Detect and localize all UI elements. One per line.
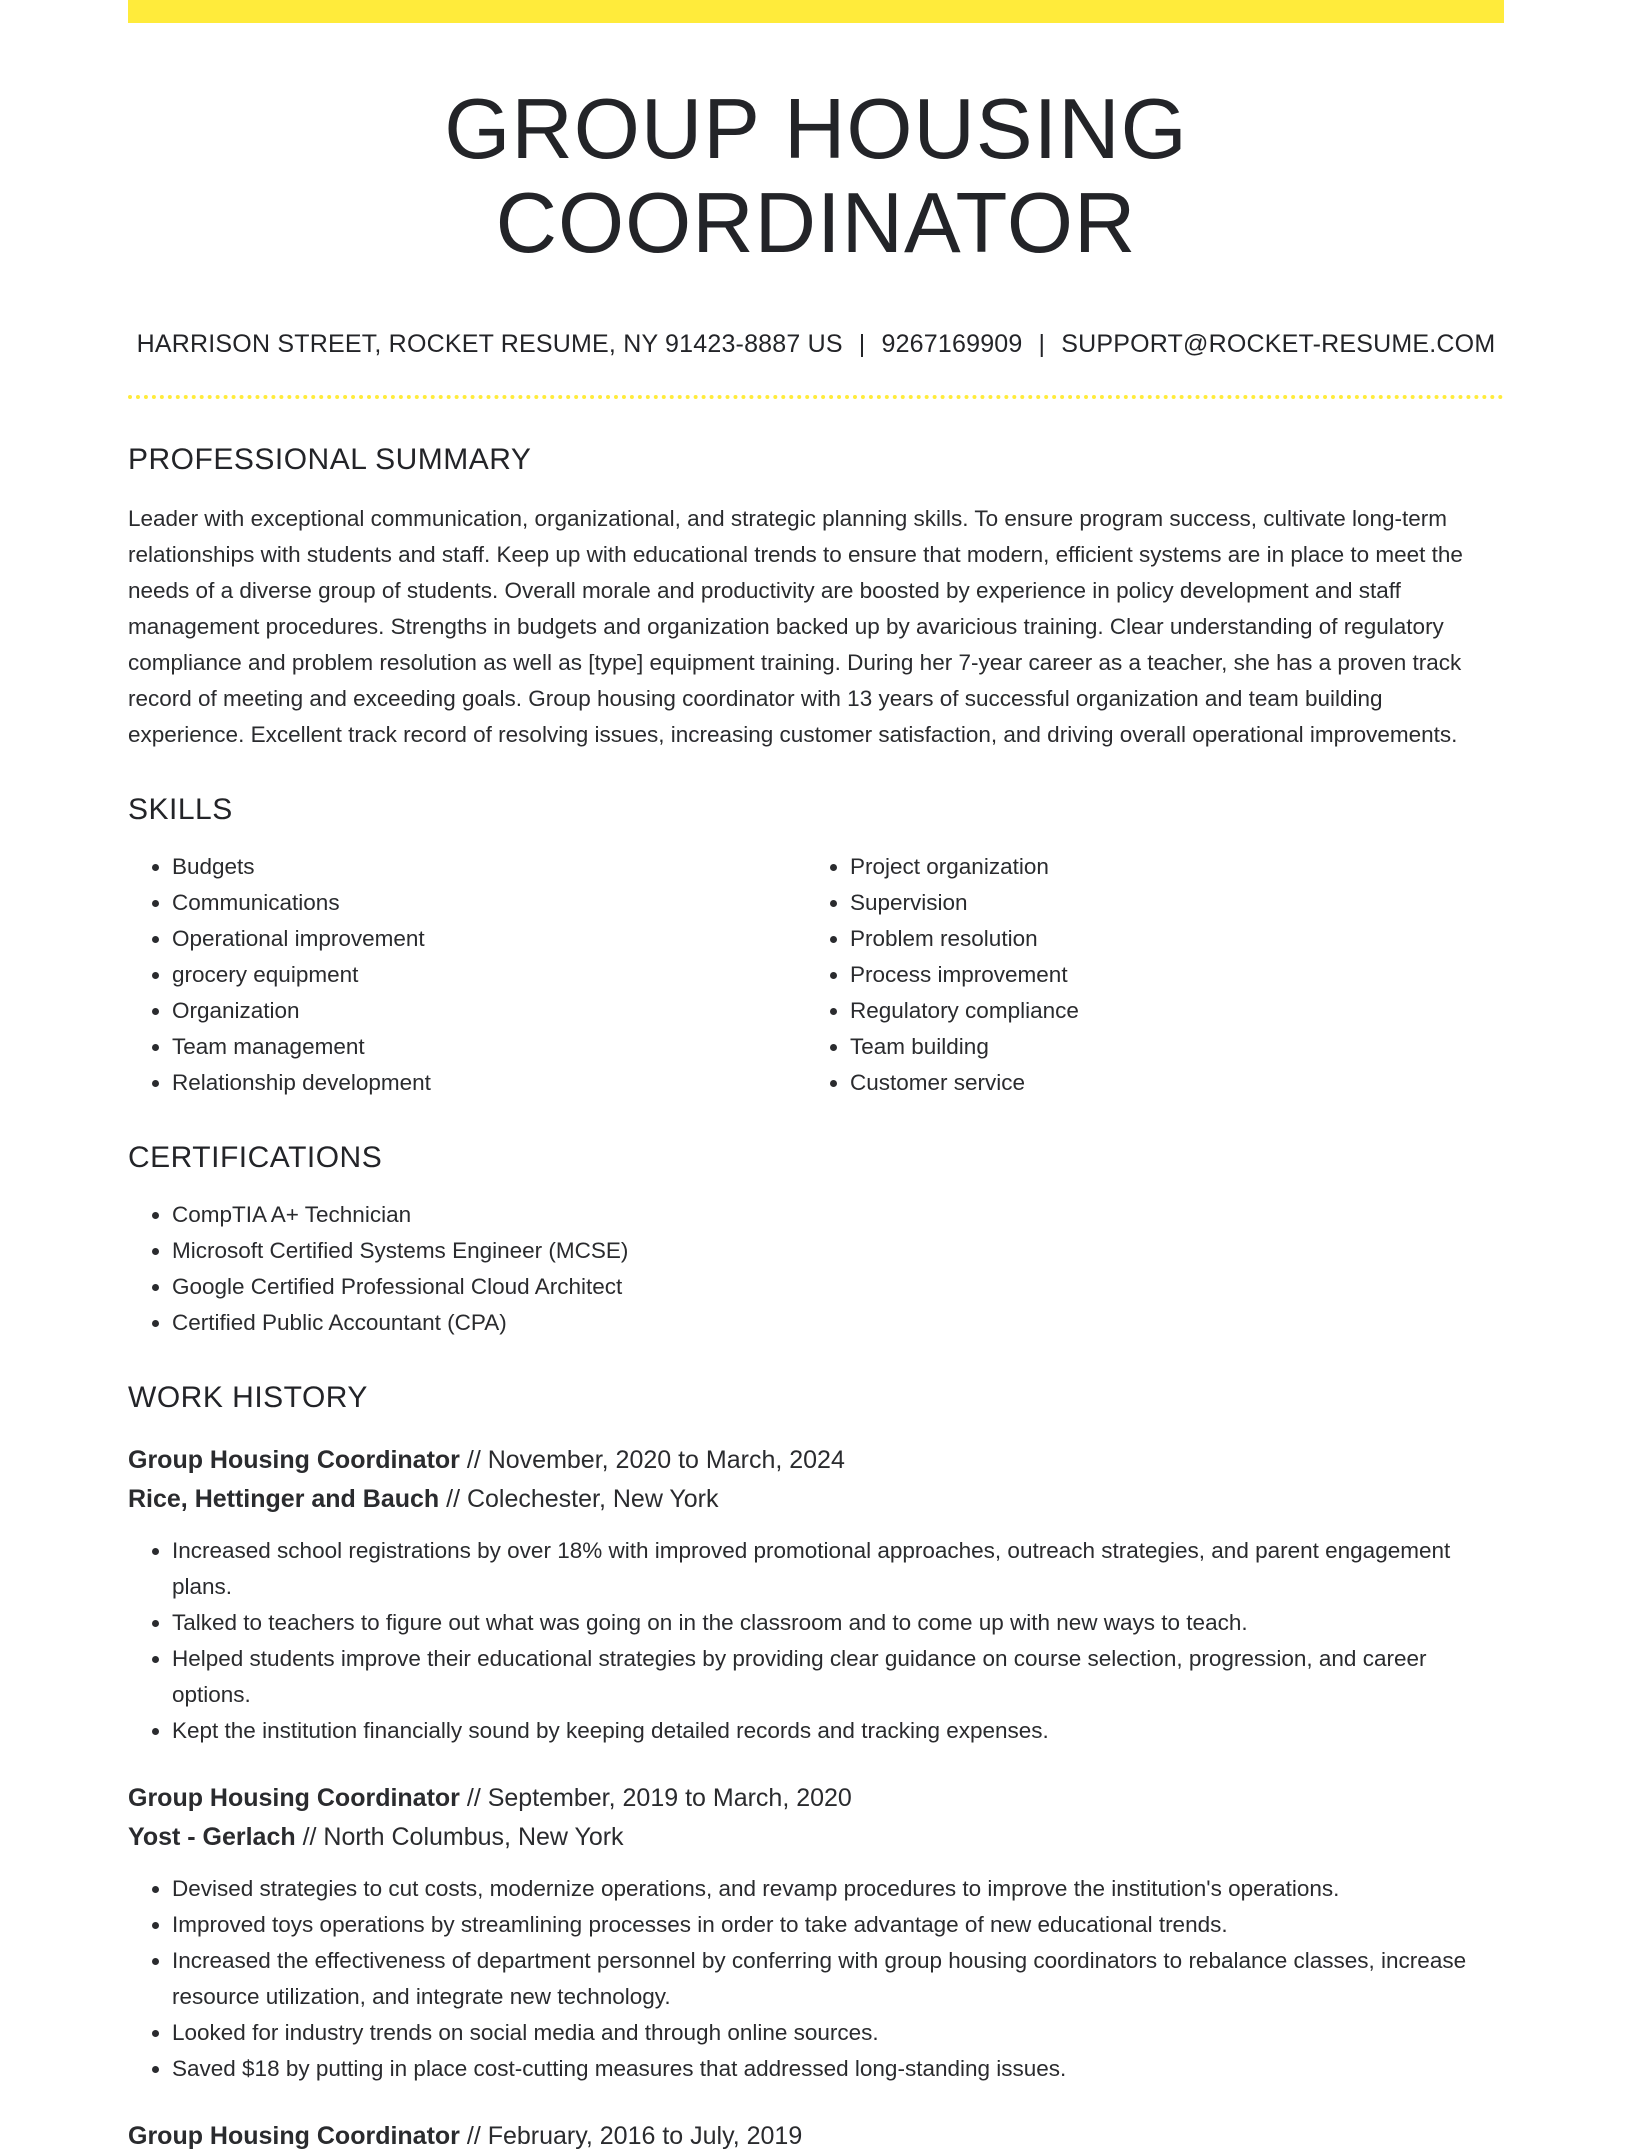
contact-phone: 9267169909 xyxy=(881,330,1023,358)
skill-item: • Supervision xyxy=(850,885,1484,921)
summary-paragraph: Leader with exceptional communication, organizational, and strategic planning skills. To ensure program success, cultivate long-term relationships with students and staff. Keep up with educational trends to ensure that modern, efficient systems are in place to meet the needs of a diverse group of students. Overall morale and productivity are boosted by experience in policy development and staff management procedures. Strengths in budgets and organization backed up by avaricious training. Clear understanding of regulatory compliance and problem resolution as well as [type] equipment training. During her 7-year career as a teacher, she has a proven track record of meeting and exceeding goals. Group housing coordinator with 13 years of successful organization and team building experience. Excellent track record of resolving issues, increasing customer satisfaction, and driving overall operational improvements. xyxy=(128,506,1463,747)
certification-item: • Certified Public Accountant (CPA) xyxy=(172,1305,1504,1341)
skill-item: • Regulatory compliance xyxy=(850,993,1484,1029)
skills-list-left xyxy=(128,849,806,1101)
job-bullet: • Talked to teachers to figure out what was going on in the classroom and to come up with new ways to teach. xyxy=(172,1605,1504,1641)
skill-item: • grocery equipment xyxy=(172,957,806,993)
job-bullet: • Improved toys operations by streamlining processes in order to take advantage of new educational trends. xyxy=(172,1907,1504,1943)
job-role: Group Housing Coordinator xyxy=(128,1446,460,1474)
skills-columns xyxy=(128,849,1504,1101)
job-entry xyxy=(128,1779,1504,2087)
skills-list-right xyxy=(806,849,1484,1101)
job-location: // Colechester, New York xyxy=(439,1485,719,1513)
contact-email[interactable]: SUPPORT@ROCKET-RESUME.COM xyxy=(1061,330,1496,358)
job-role: Group Housing Coordinator xyxy=(128,1784,460,1812)
job-role: Group Housing Coordinator xyxy=(128,2122,460,2150)
job-company: Rice, Hettinger and Bauch xyxy=(128,1485,440,1513)
skill-item: • Problem resolution xyxy=(850,921,1484,957)
job-entry xyxy=(128,2117,1504,2156)
job-bullet: • Devised strategies to cut costs, modernize operations, and revamp procedures to improve the institution's operations. xyxy=(172,1871,1504,1907)
contact-line xyxy=(128,330,1504,359)
job-dates: // September, 2019 to March, 2020 xyxy=(459,1784,852,1812)
skill-item: • Budgets xyxy=(172,849,806,885)
job-role-line xyxy=(128,2117,1504,2156)
job-bullet-list xyxy=(128,1533,1504,1749)
contact-address: HARRISON STREET, ROCKET RESUME, NY 91423-8887 US xyxy=(136,330,843,358)
job-company: Yost - Gerlach xyxy=(128,1823,296,1851)
contact-separator: | xyxy=(858,330,866,358)
certification-item: • Google Certified Professional Cloud Architect xyxy=(172,1269,1504,1305)
skill-item: • Relationship development xyxy=(172,1065,806,1101)
job-entry xyxy=(128,1441,1504,1749)
job-dates: // February, 2016 to July, 2019 xyxy=(459,2122,803,2150)
top-accent-bar xyxy=(128,0,1504,23)
skill-item: • Team management xyxy=(172,1029,806,1065)
contact-separator: | xyxy=(1038,330,1046,358)
job-company-line xyxy=(128,1480,1504,1519)
resume-name-title: GROUP HOUSING COORDINATOR xyxy=(444,82,1188,271)
summary-heading: PROFESSIONAL SUMMARY xyxy=(128,443,532,476)
job-bullet: • Increased school registrations by over 18% with improved promotional approaches, outreach strategies, and parent engagement plans. xyxy=(172,1533,1504,1605)
job-bullet-list xyxy=(128,1871,1504,2087)
skills-heading: SKILLS xyxy=(128,793,233,826)
certifications-heading: CERTIFICATIONS xyxy=(128,1141,383,1174)
certification-item: • CompTIA A+ Technician xyxy=(172,1197,1504,1233)
job-bullet: • Saved $18 by putting in place cost-cutting measures that addressed long-standing issues. xyxy=(172,2051,1504,2087)
skill-item: • Organization xyxy=(172,993,806,1029)
skill-item: • Project organization xyxy=(850,849,1484,885)
skill-item: • Process improvement xyxy=(850,957,1484,993)
job-bullet: • Looked for industry trends on social media and through online sources. xyxy=(172,2015,1504,2051)
skill-item: • Operational improvement xyxy=(172,921,806,957)
job-bullet: • Increased the effectiveness of department personnel by conferring with group housing coordinators to rebalance classes, increase resource utilization, and integrate new technology. xyxy=(172,1943,1504,2015)
resume-page xyxy=(128,0,1504,2156)
work-history-heading: WORK HISTORY xyxy=(128,1381,368,1414)
job-location: // North Columbus, New York xyxy=(295,1823,624,1851)
job-role-line xyxy=(128,1441,1504,1480)
job-company-line xyxy=(128,1818,1504,1857)
certification-item: • Microsoft Certified Systems Engineer (MCSE) xyxy=(172,1233,1504,1269)
job-bullet: • Helped students improve their educational strategies by providing clear guidance on course selection, progression, and career options. xyxy=(172,1641,1504,1713)
certifications-list xyxy=(128,1197,1504,1341)
skill-item: • Customer service xyxy=(850,1065,1484,1101)
skill-item: • Communications xyxy=(172,885,806,921)
job-role-line xyxy=(128,1779,1504,1818)
job-dates: // November, 2020 to March, 2024 xyxy=(459,1446,845,1474)
job-bullet: • Kept the institution financially sound by keeping detailed records and tracking expenses. xyxy=(172,1713,1504,1749)
dotted-divider xyxy=(128,395,1504,399)
skill-item: • Team building xyxy=(850,1029,1484,1065)
